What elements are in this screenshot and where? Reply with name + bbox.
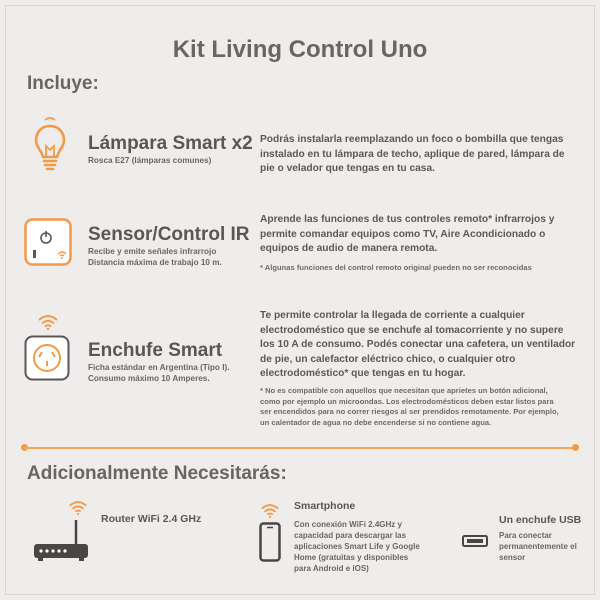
item-sub-line: Consumo máximo 10 Amperes. <box>88 374 210 383</box>
item-note-ir <box>260 263 532 274</box>
desc-line: electrodoméstico que se enchufe al tomacorriente y no supere <box>260 324 564 336</box>
usb-title: Un enchufe USB <box>499 514 582 526</box>
ir-sensor-icon <box>24 218 72 266</box>
item-name-lamp: Lámpara Smart x2 <box>88 133 253 154</box>
smartphone-line: para Android e iOS) <box>294 564 369 573</box>
smartphone-title: Smartphone <box>294 500 356 512</box>
desc-line: instalado en tu lámpara de techo, aplique de pared, lámpara de <box>260 148 565 160</box>
item-sub-line: Recibe y emite señales infrarrojo <box>88 247 217 256</box>
item-sub-line: Distancia máxima de trabajo 10 m. <box>88 258 222 267</box>
usb-text <box>499 530 577 563</box>
desc-line: los 10 A de consumo. Podés conectar una cafetera, un ventilador <box>260 339 576 350</box>
item-sub-line: Ficha estándar en Argentina (Tipo I). <box>88 363 230 372</box>
smartphone-line: Home (gratuitas y disponibles <box>294 553 409 562</box>
wifi-icon <box>68 500 88 515</box>
note-line: ser encendidos para no correr riesgos al ser prendidos remotamente. Por ejemplo, <box>260 407 559 416</box>
item-desc-lamp <box>260 133 565 177</box>
item-note-plug <box>260 386 559 428</box>
item-sub-plug <box>88 362 229 384</box>
usb-line: permanentemente el <box>499 542 577 551</box>
divider-dot-right <box>572 444 579 451</box>
usb-line: Para conectar <box>499 531 552 540</box>
desc-line: equipos de audio de manera remota. <box>260 243 438 254</box>
note-line: * Algunas funciones del control remoto original pueden no ser reconocidas <box>260 263 532 272</box>
router-icon <box>32 518 90 564</box>
desc-line: Te permite controlar la llegada de corriente a cualquier <box>260 310 525 321</box>
section-divider <box>24 447 576 449</box>
usb-plug-icon <box>462 535 488 547</box>
item-sub-ir <box>88 246 222 268</box>
usb-line: sensor <box>499 553 526 562</box>
note-line: como por ejemplo un microondas. Los electrodomésticos deben estar listos para <box>260 396 554 406</box>
desc-line: de pie, un calefactor eléctrico chico, o cualquier otro <box>260 353 516 365</box>
item-desc-ir <box>260 213 554 257</box>
smartphone-text <box>294 519 420 574</box>
smartphone-line: aplicaciones Smart Life y Google <box>294 542 420 551</box>
desc-line: Podrás instalarla reemplazando un foco o bombilla que tengas <box>260 134 564 145</box>
item-name-plug: Enchufe Smart <box>88 340 223 361</box>
item-sub-lamp <box>88 155 211 166</box>
router-title: Router WiFi 2.4 GHz <box>101 513 202 525</box>
note-line: un calentador de agua no debe encenderse si no contiene agua. <box>260 417 492 427</box>
desc-line: pie o velador que tengas en tu casa. <box>260 163 435 174</box>
item-name-ir: Sensor/Control IR <box>88 224 250 245</box>
desc-line: Aprende las funciones de tus controles remoto* infrarrojos y <box>260 214 555 225</box>
additional-heading: Adicionalmente Necesitarás: <box>27 463 287 484</box>
smartphone-icon <box>259 522 281 562</box>
item-sub-line: Rosca E27 (lámparas comunes) <box>88 156 212 165</box>
note-line: * No es compatible con aquellos que necesitan que aprietes un botón adicional, <box>260 386 548 395</box>
smartphone-line: Con conexión WiFi 2.4GHz y <box>294 520 402 529</box>
smart-plug-icon <box>24 335 70 381</box>
lightbulb-icon <box>32 116 68 178</box>
desc-line: permite comandar equipos como TV, Aire Acondicionado o <box>260 228 546 240</box>
desc-line: electrodoméstico* que tengas en tu hogar. <box>260 368 466 379</box>
smartphone-line: capacidad para descargar las <box>294 531 407 540</box>
item-desc-plug <box>260 309 575 382</box>
wifi-icon <box>260 503 280 518</box>
includes-heading: Incluye: <box>27 73 99 94</box>
page-title: Kit Living Control Uno <box>172 36 428 63</box>
wifi-icon <box>37 314 59 330</box>
